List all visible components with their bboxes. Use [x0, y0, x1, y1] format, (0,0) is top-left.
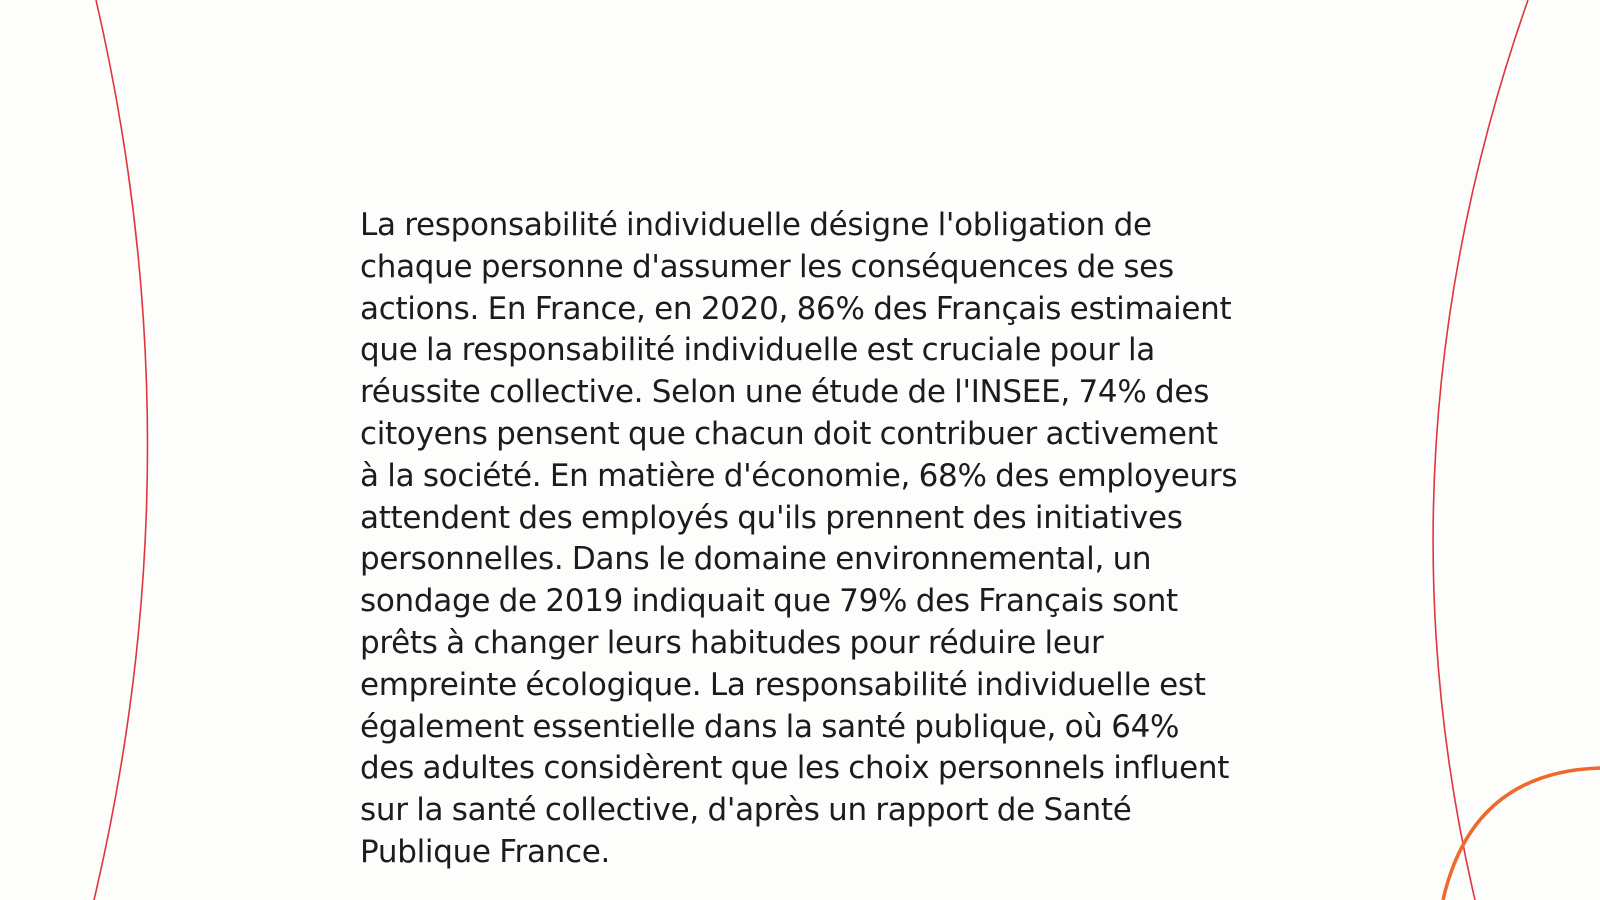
body-paragraph: La responsabilité individuelle désigne l'obligation de chaque personne d'assumer les conséquences de ses actions. En France, en 2020, 86% des Français estimaient que la responsabilité individuelle est cruciale pour la réussite collective. Selon une étude de l'INSEE, 74% des citoyens pensent que chacun doit contribuer activement à la société. En matière d'économie, 68% des employeurs attendent des employés qu'ils prennent des initiatives personnelles. Dans le domaine environnemental, un sondage de 2019 indiquait que 79% des Français sont prêts à changer leurs habitudes pour réduire leur empreinte écologique. La responsabilité individuelle est également essentielle dans la santé publique, où 64% des adultes considèrent que les choix personnels influent sur la santé collective, d'après un rapport de Santé Publique France.	[360, 207, 1238, 870]
left-thin-arc	[94, 0, 148, 900]
right-orange-arc	[1443, 768, 1600, 900]
right-thin-arc	[1433, 0, 1528, 900]
